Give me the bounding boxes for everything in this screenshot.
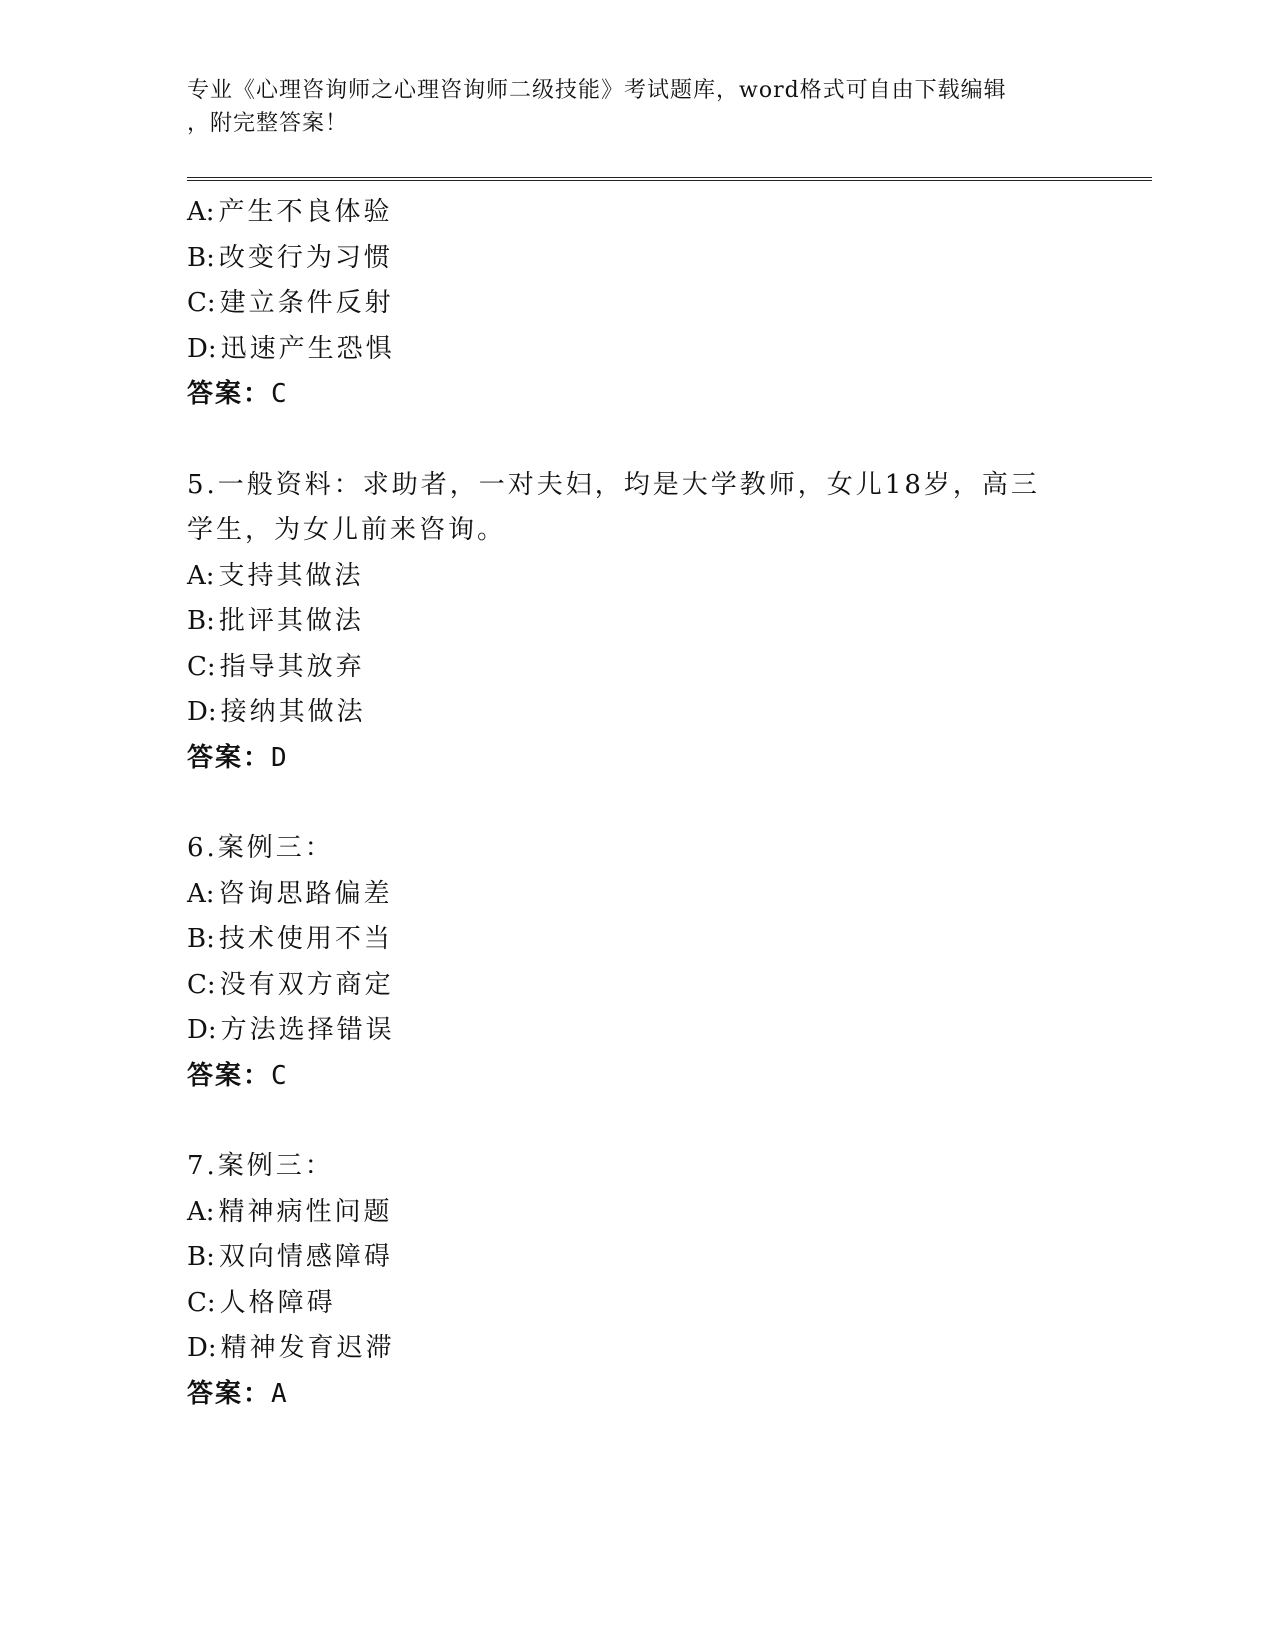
option-letter: A: [187, 197, 215, 227]
option-letter: C: [187, 969, 216, 1000]
option-b [187, 236, 1087, 282]
option-letter: C: [187, 288, 216, 318]
option-d [187, 690, 1087, 736]
option-a [187, 554, 1087, 600]
option-letter: B: [187, 242, 215, 273]
answer-value: A [271, 1378, 288, 1409]
answer-label: 答案： [187, 742, 272, 773]
option-a [187, 190, 1087, 236]
header-title-line-1: 专业《心理咨询师之心理咨询师二级技能》考试题库，word格式可自由下载编辑 [187, 78, 1007, 103]
option-letter: B: [187, 924, 215, 954]
option-text: 建立条件反射 [219, 288, 394, 318]
option-b [187, 599, 1087, 645]
option-letter: D: [187, 1333, 217, 1363]
answer-value: C [271, 379, 288, 409]
spacer [187, 781, 1087, 826]
answer-line [187, 1372, 1087, 1418]
option-c [187, 645, 1087, 691]
option-letter: A: [187, 560, 215, 591]
option-text: 精神发育迟滞 [220, 1333, 395, 1363]
option-a [187, 872, 1087, 918]
option-c [187, 281, 1087, 327]
option-letter: C: [187, 651, 216, 682]
option-letter: A: [187, 1196, 215, 1227]
option-text: 人格障碍 [219, 1287, 336, 1318]
question-stem: 5.一般资料：求助者，一对夫妇，均是大学教师，女儿18岁，高三学生，为女儿前来咨询。 [187, 469, 1040, 545]
answer-value: C [271, 1060, 288, 1091]
option-text: 产生不良体验 [218, 197, 393, 227]
option-d [187, 1008, 1087, 1054]
option-text: 迅速产生恐惧 [220, 333, 395, 364]
question-list [187, 190, 1087, 1417]
option-letter: B: [187, 606, 215, 636]
option-text: 支持其做法 [218, 560, 364, 591]
option-text: 没有双方商定 [219, 969, 394, 1000]
option-letter: D: [187, 333, 217, 364]
option-b [187, 1235, 1087, 1281]
option-c [187, 1281, 1087, 1327]
header-title-line-2: ，附完整答案！ [187, 111, 349, 136]
spacer [187, 1099, 1087, 1144]
answer-label: 答案： [187, 1060, 272, 1091]
option-text: 指导其放弃 [219, 651, 365, 682]
option-letter: B: [187, 1242, 215, 1272]
question-block [187, 826, 1087, 1099]
option-text: 双向情感障碍 [218, 1242, 393, 1272]
option-d [187, 327, 1087, 373]
option-letter: A: [187, 878, 215, 909]
option-a [187, 1190, 1087, 1236]
option-letter: D: [187, 697, 217, 727]
question-block [187, 1144, 1087, 1417]
answer-line [187, 1054, 1087, 1100]
answer-line [187, 372, 1087, 418]
option-d [187, 1326, 1087, 1372]
option-text: 方法选择错误 [220, 1015, 395, 1045]
option-text: 技术使用不当 [218, 924, 393, 954]
answer-label: 答案： [187, 1378, 272, 1409]
question-stem: 6.案例三： [187, 833, 334, 863]
option-letter: D: [187, 1015, 217, 1045]
answer-line [187, 736, 1087, 782]
answer-label: 答案： [187, 379, 272, 409]
option-text: 改变行为习惯 [218, 242, 393, 273]
option-c [187, 963, 1087, 1009]
question-block [187, 463, 1087, 782]
option-text: 咨询思路偏差 [218, 878, 393, 909]
question-stem: 7.案例三： [187, 1151, 334, 1181]
answer-value: D [271, 742, 288, 773]
spacer [187, 418, 1087, 463]
option-b [187, 917, 1087, 963]
option-text: 接纳其做法 [220, 697, 366, 727]
page-header [187, 74, 1067, 140]
option-text: 批评其做法 [218, 606, 364, 636]
question-block [187, 190, 1087, 418]
option-text: 精神病性问题 [218, 1196, 393, 1227]
option-letter: C: [187, 1287, 216, 1318]
header-divider [187, 177, 1152, 181]
